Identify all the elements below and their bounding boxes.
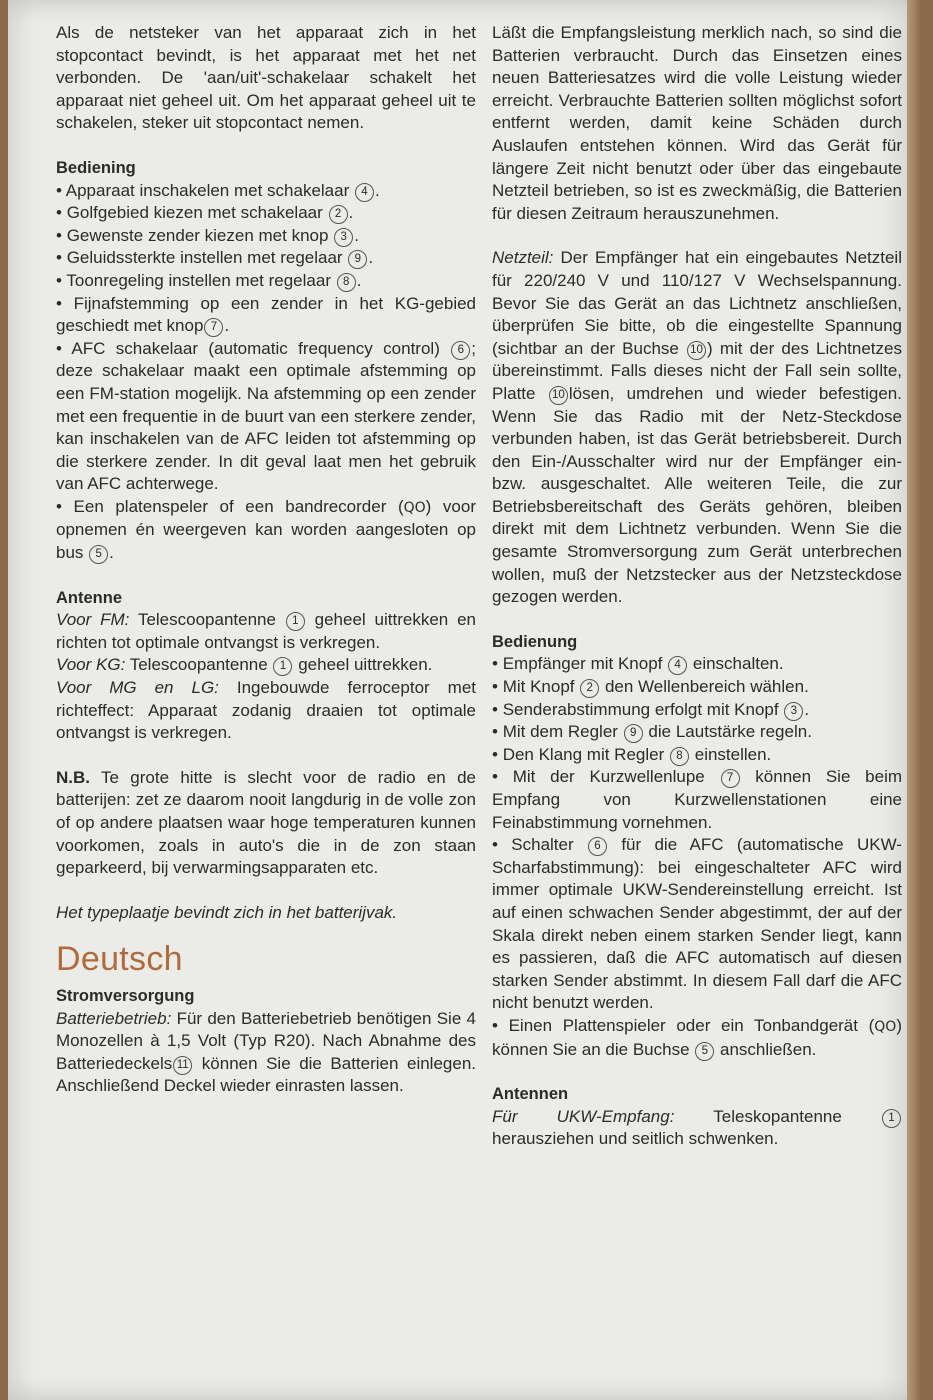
battery-paragraph: Batteriebetrieb: Für den Batteriebetrieb benötigen Sie 4 Monozellen à 1,5 Volt (Typ R20). Nach Abnahme des Batteriedeckels 11 können Sie die Batterien einlegen. Anschließend Deckel wieder einrasten lassen. <box>56 1008 476 1096</box>
ref-number: 7 <box>721 769 740 788</box>
ref-number: 5 <box>695 1042 714 1061</box>
stromversorgung-heading: Stromversorgung <box>56 986 195 1005</box>
ref-number: 4 <box>355 183 374 202</box>
list-item: • Mit der Kurzwellenlupe 7 können Sie beim Empfang von Kurzwellenstationen eine Feinabstimmung vornehmen. <box>492 766 902 834</box>
ref-number: 2 <box>580 679 599 698</box>
antennen-heading: Antennen <box>492 1085 569 1104</box>
fm-paragraph: Voor FM: Telescoopantenne 1 geheel uittrekken en richten tot optimale ontvangst is verkregen. <box>56 610 476 652</box>
list-item: • Mit dem Regler 9 die Lautstärke regeln. <box>492 721 902 744</box>
ref-number: 9 <box>348 250 367 269</box>
ref-number: 2 <box>329 205 348 224</box>
list-item: • Mit Knopf 2 den Wellenbereich wählen. <box>492 676 902 699</box>
tape-symbol-icon: QO <box>874 1018 897 1035</box>
mg-paragraph: Voor MG en LG: Ingebouwde ferroceptor met richteffect: Apparaat zodanig draaien tot optimale ontvangst is verkregen. <box>56 678 476 743</box>
netzteil-paragraph: Netzteil: Der Empfänger hat ein eingebautes Netzteil für 220/240 V und 110/127 V Wechselspannung. Bevor Sie das Gerät an das Lichtnetz anschließen, überprüfen Sie bitte, ob die eingestellte Spannung (sichtbar an der Buchse 10 ) mit der des Lichtnetzes übereinstimmt. Falls dieses nicht der Fall sein sollte, Platte 10 lösen, umdrehen und wieder befestigen. Wenn Sie das Radio mit der Netz-Steckdose verbunden haben, ist das Gerät betriebsbereit. Durch den Ein-/Ausschalter wird nur der Empfänger ein- bzw. ausgeschaltet. Alle weiteren Teile, die zur Betriebsbereitschaft des Geräts gehören, bleiben direkt mit dem Lichtnetz verbunden. Wenn Sie die gesamte Stromversorgung zum Gerät unterbrechen wollen, muß der Netzstecker aus der Netzsteckdose gezogen werden. <box>492 248 902 607</box>
ref-number: 6 <box>451 341 470 360</box>
ref-number: 1 <box>882 1109 901 1128</box>
ref-number: 8 <box>670 747 689 766</box>
tape-symbol-icon: QO <box>403 499 426 516</box>
typeplaat-note: Het typeplaatje bevindt zich in het batterijvak. <box>56 902 398 922</box>
list-item: • Senderabstimmung erfolgt mit Knopf 3 . <box>492 699 902 722</box>
list-item: • Geluidssterkte instellen met regelaar 9 . <box>56 247 476 270</box>
list-item: • Einen Plattenspieler oder ein Tonbandgerät (QO) können Sie an die Buchse 5 anschließen. <box>492 1015 902 1061</box>
list-item: • Golfgebied kiezen met schakelaar 2 . <box>56 202 476 225</box>
list-item: • Toonregeling instellen met regelaar 8 . <box>56 270 476 293</box>
ref-number: 9 <box>624 724 643 743</box>
ref-number: 3 <box>334 228 353 247</box>
ref-number: 1 <box>286 612 305 631</box>
list-item: • Empfänger mit Knopf 4 einschalten. <box>492 653 902 676</box>
intro-paragraph: Als de netsteker van het apparaat zich in het stopcontact bevindt, is het apparaat met het net verbonden. De 'aan/uit'-schakelaar schakelt het apparaat niet geheel uit. Om het apparaat geheel uit te schakelen, steker uit stopcontact nemen. <box>56 23 476 133</box>
bedienung-heading: Bedienung <box>492 632 578 651</box>
ref-number: 10 <box>687 341 706 360</box>
list-item: • Fijnafstemming op een zender in het KG-gebied geschiedt met knop 7 . <box>56 293 476 338</box>
list-item: • Een platenspeler of een bandrecorder (QO) voor opnemen én weergeven kan worden aangesloten op bus 5 . <box>56 496 476 565</box>
ref-number: 8 <box>337 273 356 292</box>
list-item: • Den Klang mit Regler 8 einstellen. <box>492 744 902 767</box>
list-item: • Schalter 6 für die AFC (automatische UKW-Scharfabstimmung): bei eingeschalteter AFC wird immer optimale UKW-Sendereinstellung erreicht. Ist auf einen schwachen Sender abgestimmt, der auf der Skala direkt neben einem starken Sender liegt, kann es passieren, daß die AFC automatisch auf diesen starken Sender abstimmt. In diesem Fall darf die AFC nicht benutzt werden. <box>492 834 902 1015</box>
ref-number: 4 <box>668 656 687 675</box>
ref-number: 3 <box>784 702 803 721</box>
battery-info-paragraph: Läßt die Empfangsleistung merklich nach, so sind die Batterien verbraucht. Durch das Einsetzen eines neuen Batteriesatzes wird die volle Leistung wieder erreicht. Verbrauchte Batterien sollten möglichst sofort entfernt werden, damit keine Schäden durch Auslaufen entstehen können. Wird das Gerät für längere Zeit nicht benutzt oder über das eingebaute Netzteil betrieben, so ist es zweckmäßig, die Batterien für diesen Zeitraum herauszunehmen. <box>492 23 902 223</box>
ref-number: 6 <box>588 837 607 856</box>
left-column <box>56 22 476 1098</box>
ukw-paragraph: Für UKW-Empfang: Teleskopantenne 1 herausziehen und seitlich schwenken. <box>492 1106 902 1151</box>
section-title-deutsch: Deutsch <box>56 940 183 979</box>
list-item: • AFC schakelaar (automatic frequency control) 6 ; deze schakelaar maakt een optimale afstemming op een FM-station mogelijk. Na afstemming op een zender met een frequentie in de buurt van een sterkere zender, kan inschakelen van de AFC leiden tot afstemming op die sterkere zender. In dit geval laat men het gebruik van AFC achterwege. <box>56 338 476 496</box>
ref-number: 11 <box>173 1056 192 1075</box>
page-edge <box>907 0 920 1400</box>
bediening-heading: Bediening <box>56 158 136 177</box>
manual-page <box>8 0 920 1400</box>
antenne-heading: Antenne <box>56 588 122 607</box>
ref-number: 10 <box>549 386 568 405</box>
kg-paragraph: Voor KG: Telescoopantenne 1 geheel uittrekken. <box>56 655 433 675</box>
ref-number: 1 <box>273 657 292 676</box>
list-item: • Apparaat inschakelen met schakelaar 4 . <box>56 180 476 203</box>
list-item: • Gewenste zender kiezen met knop 3 . <box>56 225 476 248</box>
ref-number: 7 <box>204 318 223 337</box>
ref-number: 5 <box>89 545 108 564</box>
right-column <box>492 22 902 1151</box>
nb-paragraph: N.B. Te grote hitte is slecht voor de radio en de batterijen: zet ze daarom nooit langdurig in de volle zon of op andere plaatsen waar hoge temperaturen kunnen voorkomen, zoals in auto's die in de zon staan geparkeerd, bij verwarmingsapparaten etc. <box>56 767 476 878</box>
